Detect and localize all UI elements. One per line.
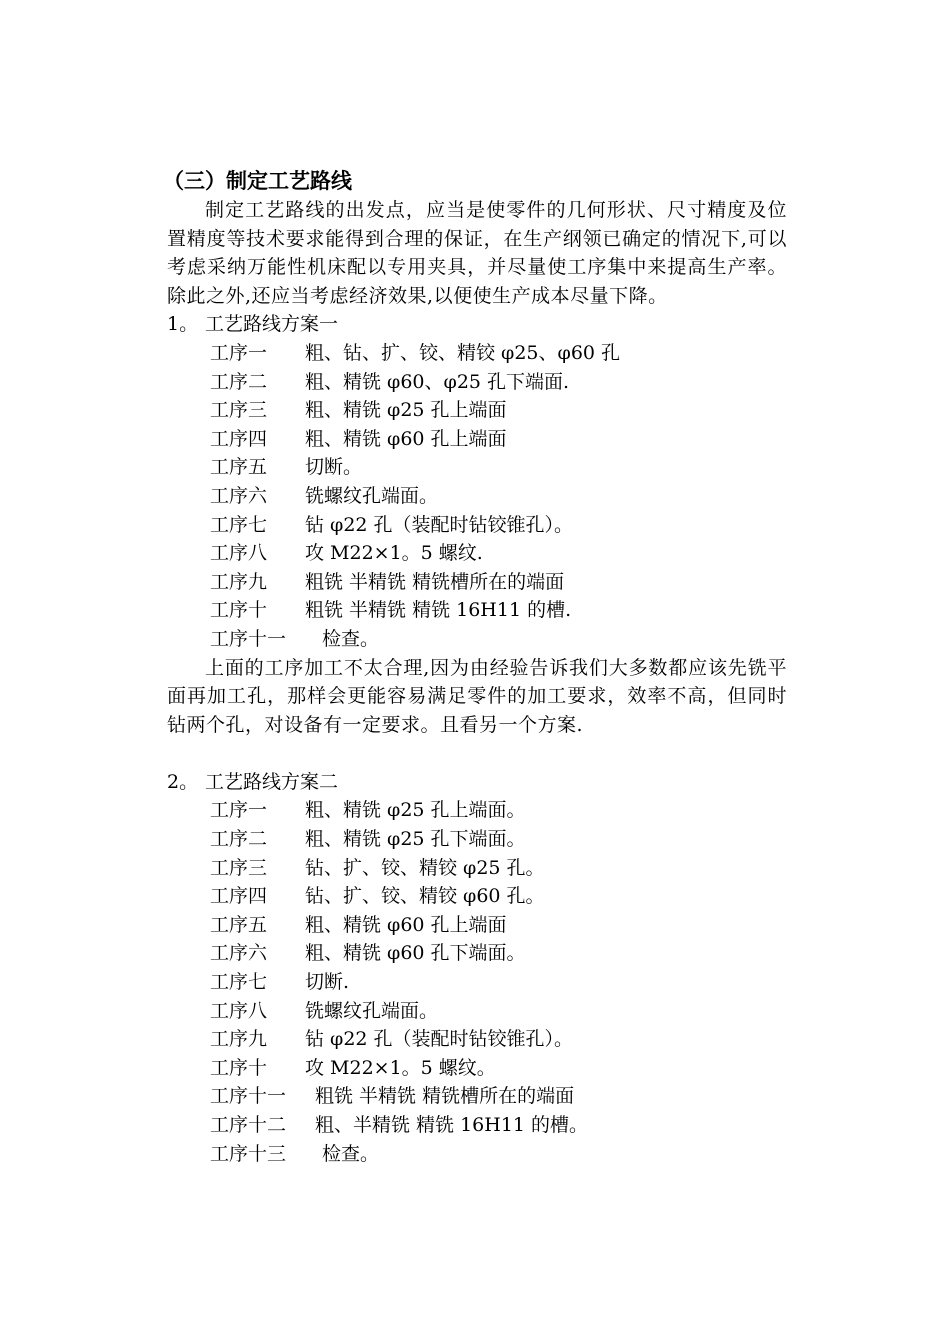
step-label: 工序七 — [210, 513, 268, 536]
step-text: 攻 M22×1。5 螺纹. — [305, 542, 483, 565]
plan1-step — [167, 368, 787, 397]
step-text: 攻 M22×1。5 螺纹。 — [305, 1056, 496, 1079]
step-label: 工序一 — [210, 341, 268, 364]
step-label: 工序十一 — [210, 1085, 287, 1108]
step-label: 工序一 — [210, 799, 268, 822]
plan2-step — [167, 1054, 787, 1083]
step-label: 工序五 — [210, 913, 268, 936]
plan2-number: 2。 — [167, 770, 199, 793]
plan2-step — [167, 796, 787, 825]
plan2-step — [167, 968, 787, 997]
step-text: 铣螺纹孔端面。 — [305, 484, 439, 507]
plan1-step — [167, 453, 787, 482]
step-label: 工序三 — [210, 856, 268, 879]
step-label: 工序七 — [210, 971, 268, 994]
step-label: 工序十二 — [210, 1114, 287, 1136]
plan2-step — [167, 882, 787, 911]
step-text: 粗、精铣 φ25 孔下端面。 — [305, 828, 526, 851]
plan2-step — [167, 939, 787, 968]
step-label: 工序四 — [210, 885, 268, 908]
plan2-title-text: 工艺路线方案二 — [205, 770, 339, 793]
plan1-step — [167, 625, 787, 654]
step-label: 工序六 — [210, 942, 268, 965]
step-text: 铣螺纹孔端面。 — [305, 999, 439, 1022]
plan2-step — [167, 997, 787, 1026]
step-label: 工序二 — [210, 828, 268, 851]
step-text: 粗、半精铣 精铣 16H11 的槽。 — [315, 1114, 589, 1136]
plan1-comment: 上面的工序加工不太合理,因为由经验告诉我们大多数都应该先铣平面再加工孔，那样会更能容易满足零件的加工要求，效率不高，但同时钻两个孔，对设备有一定要求。且看另一个方案. — [167, 656, 787, 736]
step-text: 检查。 — [322, 627, 380, 650]
step-text: 钻、扩、铰、精铰 φ25 孔。 — [305, 856, 545, 879]
plan2-step — [167, 825, 787, 854]
step-label: 工序十一 — [210, 627, 287, 650]
step-label: 工序四 — [210, 427, 268, 450]
plan2-step — [167, 1025, 787, 1054]
step-text: 粗铣 半精铣 精铣槽所在的端面 — [315, 1085, 575, 1108]
plan2-title — [167, 768, 787, 797]
plan1-step — [167, 568, 787, 597]
step-text: 粗、精铣 φ60、φ25 孔下端面. — [305, 370, 570, 393]
step-text: 粗铣 半精铣 精铣 16H11 的槽. — [305, 599, 572, 622]
step-text: 钻、扩、铰、精铰 φ60 孔。 — [305, 885, 545, 908]
step-label: 工序九 — [210, 1028, 268, 1051]
step-label: 工序十三 — [210, 1142, 287, 1165]
step-label: 工序十 — [210, 1056, 268, 1079]
step-text: 钻 φ22 孔（装配时钻铰锥孔）。 — [305, 513, 574, 536]
step-label: 工序八 — [210, 999, 268, 1022]
blank-line — [167, 739, 787, 768]
plan1-step — [167, 511, 787, 540]
step-text: 粗、精铣 φ60 孔上端面 — [305, 427, 507, 450]
step-text: 粗、精铣 φ25 孔上端面。 — [305, 799, 526, 822]
step-label: 工序十 — [210, 599, 268, 622]
plan1-step — [167, 596, 787, 625]
step-text: 粗、精铣 φ25 孔上端面 — [305, 399, 507, 422]
intro-paragraph: 制定工艺路线的出发点，应当是使零件的几何形状、尺寸精度及位置精度等技术要求能得到合理的保证，在生产纲领已确定的情况下,可以考虑采纳万能性机床配以专用夹具，并尽量使工序集中来提高生产率。除此之外,还应当考虑经济效果,以便使生产成本尽量下降。 — [167, 199, 787, 307]
plan2-step — [167, 854, 787, 883]
document-page — [163, 166, 787, 1168]
plan2-step — [167, 911, 787, 940]
step-label: 工序五 — [210, 456, 268, 479]
step-text: 切断。 — [305, 456, 363, 479]
plan2-step — [167, 1082, 787, 1111]
plan1-step — [167, 425, 787, 454]
step-text: 粗、精铣 φ60 孔下端面。 — [305, 942, 526, 965]
plan1-step — [167, 539, 787, 568]
step-text: 切断. — [305, 971, 350, 994]
plan1-title-text: 工艺路线方案一 — [205, 313, 339, 336]
step-text: 粗铣 半精铣 精铣槽所在的端面 — [305, 570, 565, 593]
plan1-step — [167, 482, 787, 511]
step-label: 工序九 — [210, 570, 268, 593]
step-text: 粗、钻、扩、铰、精铰 φ25、φ60 孔 — [305, 341, 621, 364]
step-text: 粗、精铣 φ60 孔上端面 — [305, 913, 507, 936]
plan1-number: 1。 — [167, 313, 199, 336]
step-label: 工序六 — [210, 484, 268, 507]
plan2-step — [167, 1111, 787, 1140]
step-label: 工序三 — [210, 399, 268, 422]
step-label: 工序八 — [210, 542, 268, 565]
plan1-title — [167, 310, 787, 339]
plan2-step — [167, 1140, 787, 1169]
step-label: 工序二 — [210, 370, 268, 393]
section-heading: （三）制定工艺路线 — [163, 169, 352, 193]
step-text: 检查。 — [322, 1142, 380, 1165]
plan1-step — [167, 396, 787, 425]
step-text: 钻 φ22 孔（装配时钻铰锥孔）。 — [305, 1028, 574, 1051]
plan1-step — [167, 339, 787, 368]
